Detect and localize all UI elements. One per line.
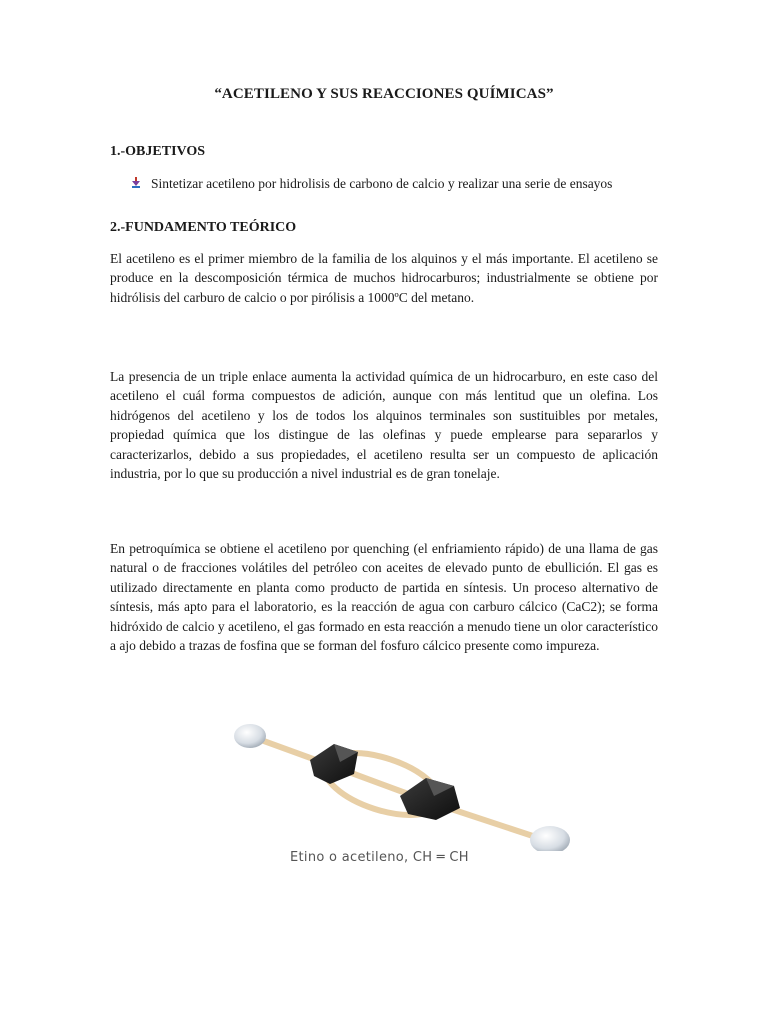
figure-caption: Etino o acetileno, CH ═ CH [290, 850, 469, 865]
paragraph-1: El acetileno es el primer miembro de la familia de los alquinos y el más importante. El acetileno se produce en la descomposición térmica de muchos hidrocarburos; industrialmente se obtiene por hidrólisis del carburo de calcio o por pirólisis a 1000ºC del metano. [110, 251, 658, 305]
bond-lines [250, 736, 548, 841]
acetylene-ball-and-stick-model [230, 716, 580, 851]
document-title: “ACETILENO Y SUS REACCIONES QUÍMICAS” [214, 86, 554, 102]
carbon-atom-left [310, 744, 358, 784]
section-heading-fundamento: 2.-FUNDAMENTO TEÓRICO [110, 220, 297, 235]
hydrogen-atom-right [530, 826, 570, 851]
carbon-atom-right [400, 778, 460, 820]
acetylene-molecule-figure [230, 716, 580, 886]
objective-text: Sintetizar acetileno por hidrolisis de carbono de calcio y realizar una serie de ensayos [151, 176, 613, 191]
arrow-bullet-icon [131, 177, 141, 189]
paragraph-3: En petroquímica se obtiene el acetileno por quenching (el enfriamiento rápido) de una llama de gas natural o de fracciones volátiles del petróleo con aceites de elevado punto de ebullición. El gas es utilizado directamente en planta como producto de partida en síntesis. Un proceso alternativo de síntesis, más apto para el laboratorio, es la reacción de agua con carburo cálcico (CaC2); se forma hidróxido de calcio y acetileno, el gas formado en esta reacción a menudo tiene un olor característico a ajo debido a trazas de fosfina que se forman del fosfuro cálcico presente como impureza. [110, 541, 658, 654]
paragraph-2: La presencia de un triple enlace aumenta la actividad química de un hidrocarburo, en este caso del acetileno el cuál forma compuestos de adición, aunque con más lentitud que un olefina. Los hidrógenos del acetileno y los de todos los alquinos terminales son sustituibles por metales, propiedad química que los distingue de las olefinas y puede emplearse para separarlos y caracterizarlos, debido a sus propiedades, el acetileno resulta ser un compuesto de aplicación industria, por lo que su producción a nivel industrial es de gran tonelaje. [110, 369, 658, 482]
hydrogen-atom-left [234, 724, 266, 748]
objective-bullet-item [140, 174, 658, 193]
section-heading-objetivos: 1.-OBJETIVOS [110, 144, 206, 159]
